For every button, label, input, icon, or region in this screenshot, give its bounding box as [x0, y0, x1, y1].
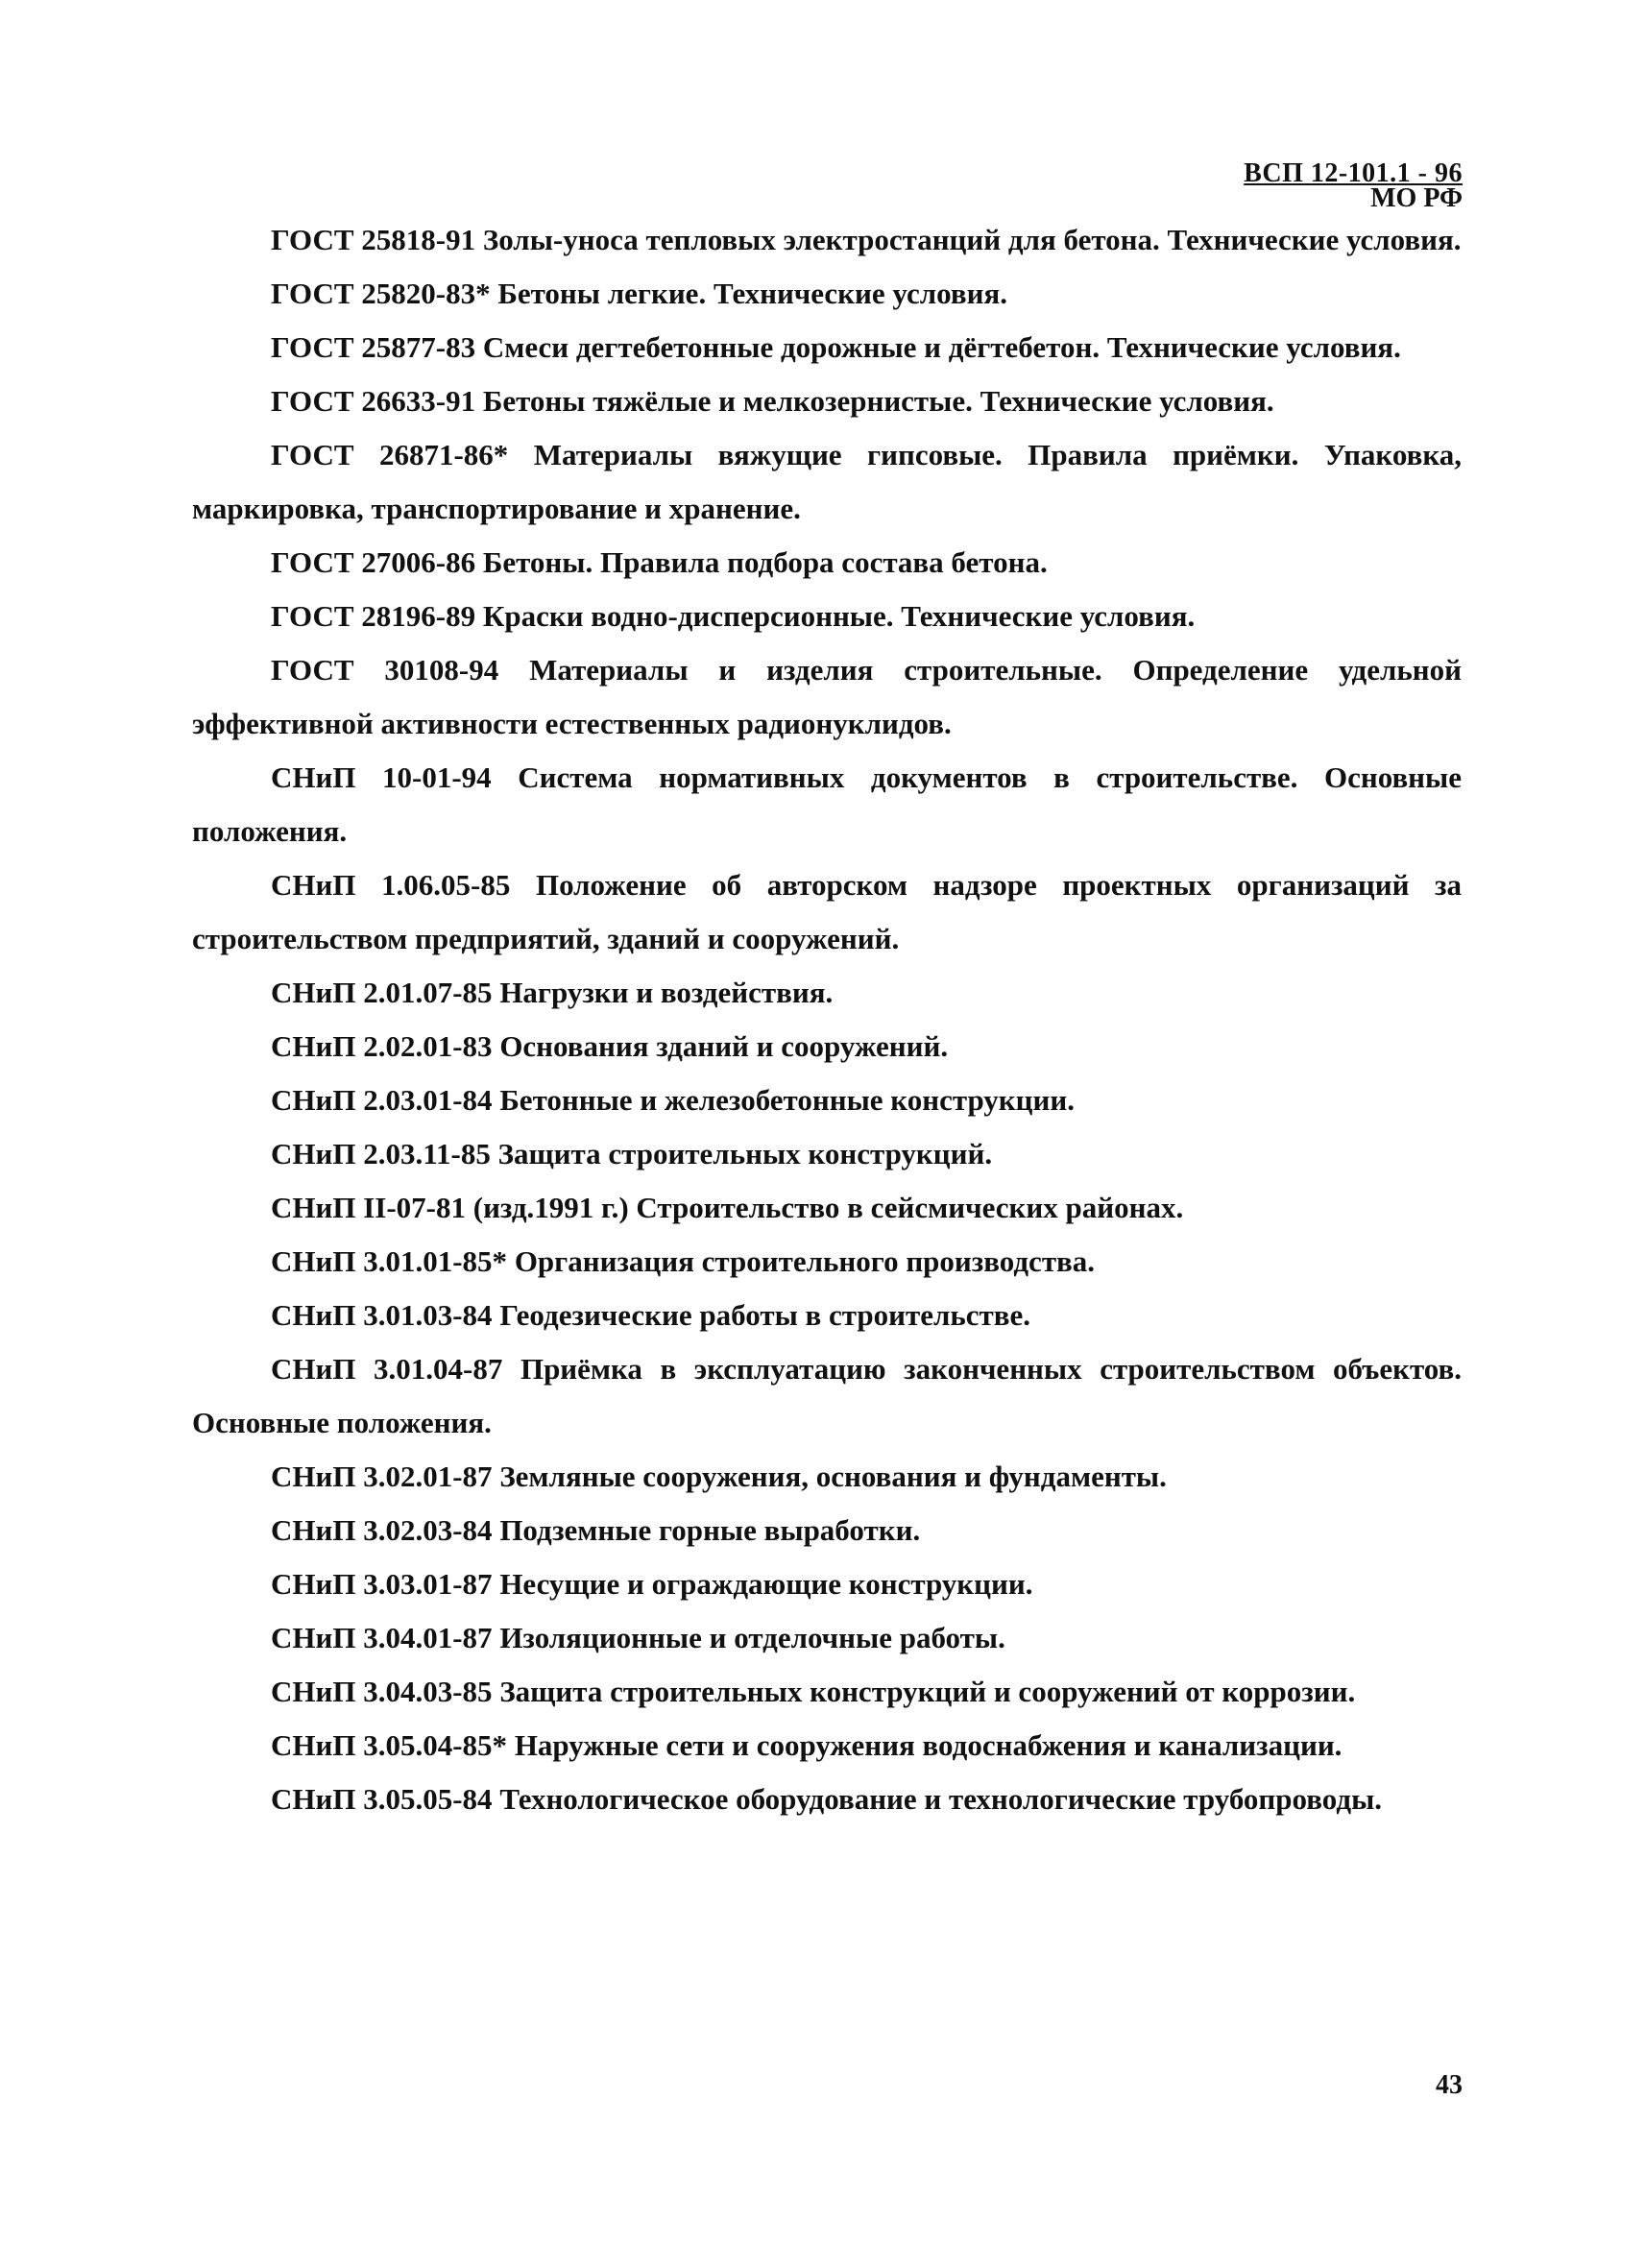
reference-title: Основания зданий и сооружений.	[499, 1029, 949, 1063]
reference-code: СНиП 2.03.01-84	[271, 1083, 493, 1117]
reference-entry	[192, 1450, 1462, 1504]
reference-title: Краски водно-дисперсионные. Технические условия.	[482, 599, 1196, 633]
reference-title: Земляные сооружения, основания и фундаменты.	[499, 1460, 1167, 1493]
reference-entry	[192, 1611, 1462, 1665]
reference-code: ГОСТ 26633-91	[271, 384, 476, 418]
reference-title: Изоляционные и отделочные работы.	[499, 1621, 1005, 1654]
reference-entry	[192, 1289, 1462, 1342]
reference-title: Материалы и изделия строительные. Определение удельной эффективной активности естественных радионуклидов.	[192, 653, 1462, 740]
reference-title: Золы-уноса тепловых электростанций для бетона. Технические условия.	[482, 223, 1462, 256]
reference-code: СНиП 3.05.05-84	[271, 1782, 493, 1816]
reference-entry	[192, 1235, 1462, 1289]
reference-entry	[192, 590, 1462, 643]
reference-title: Бетонные и железобетонные конструкции.	[499, 1083, 1075, 1117]
reference-entry	[192, 536, 1462, 590]
reference-entry	[192, 643, 1462, 751]
reference-code: ГОСТ 25877-83	[271, 330, 476, 364]
reference-entry	[192, 1074, 1462, 1127]
reference-title: Защита строительных конструкций.	[497, 1137, 993, 1170]
reference-title: (изд.1991 г.) Строительство в сейсмических районах.	[472, 1191, 1184, 1224]
reference-code: ГОСТ 26871-86*	[271, 438, 509, 471]
reference-title: Бетоны тяжёлые и мелкозернистые. Технические условия.	[482, 384, 1274, 418]
reference-title: Геодезические работы в строительстве.	[499, 1298, 1030, 1332]
reference-code: СНиП II-07-81	[271, 1191, 466, 1224]
reference-title: Подземные горные выработки.	[499, 1513, 921, 1547]
reference-entry	[192, 858, 1462, 966]
reference-title: Смеси дегтебетонные дорожные и дёгтебетон. Технические условия.	[482, 330, 1401, 364]
reference-title: Система нормативных документов в строительстве. Основные положения.	[192, 760, 1463, 848]
reference-code: СНиП 2.01.07-85	[271, 976, 493, 1009]
reference-code: СНиП 3.03.01-87	[271, 1567, 493, 1601]
reference-code: СНиП 10-01-94	[271, 760, 492, 794]
reference-code: СНиП 3.05.04-85*	[271, 1728, 508, 1762]
reference-code: ГОСТ 27006-86	[271, 545, 476, 579]
reference-entry	[192, 374, 1462, 428]
reference-code: СНиП 3.01.03-84	[271, 1298, 493, 1332]
document-code: ВСП 12-101.1 - 96	[1244, 158, 1463, 188]
reference-entry	[192, 1773, 1462, 1826]
reference-entry	[192, 966, 1462, 1020]
reference-title: Приёмка в эксплуатацию законченных строительством объектов. Основные положения.	[192, 1352, 1462, 1439]
reference-code: СНиП 2.02.01-83	[271, 1029, 493, 1063]
reference-title: Наружные сети и сооружения водоснабжения и канализации.	[514, 1728, 1343, 1762]
reference-title: Защита строительных конструкций и сооружений от коррозии.	[499, 1675, 1356, 1708]
reference-entry	[192, 1127, 1462, 1181]
reference-title: Бетоны легкие. Технические условия.	[497, 277, 1007, 310]
reference-title: Нагрузки и воздействия.	[499, 976, 834, 1009]
document-header	[1244, 158, 1463, 213]
references-list	[192, 213, 1462, 1826]
reference-entry	[192, 1557, 1462, 1611]
reference-entry	[192, 751, 1462, 858]
reference-title: Технологическое оборудование и технологические трубопроводы.	[499, 1782, 1383, 1816]
reference-entry	[192, 213, 1462, 267]
reference-code: СНиП 3.02.01-87	[271, 1460, 493, 1493]
reference-title: Положение об авторском надзоре проектных организаций за строительством предприятий, зданий и сооружений.	[192, 868, 1463, 955]
reference-entry	[192, 428, 1462, 536]
reference-title: Организация строительного производства.	[514, 1244, 1096, 1278]
reference-code: СНиП 1.06.05-85	[271, 868, 511, 902]
reference-entry	[192, 1719, 1462, 1773]
reference-title: Бетоны. Правила подбора состава бетона.	[482, 545, 1048, 579]
reference-entry	[192, 267, 1462, 321]
reference-title: Несущие и ограждающие конструкции.	[499, 1567, 1033, 1601]
page-number: 43	[1436, 2070, 1463, 2100]
reference-code: ГОСТ 30108-94	[271, 653, 499, 687]
reference-entry	[192, 1020, 1462, 1074]
reference-code: СНиП 2.03.11-85	[271, 1137, 491, 1170]
reference-entry	[192, 1342, 1462, 1450]
reference-entry	[192, 1665, 1462, 1719]
reference-code: ГОСТ 25818-91	[271, 223, 476, 256]
reference-code: СНиП 3.02.03-84	[271, 1513, 493, 1547]
reference-code: ГОСТ 28196-89	[271, 599, 476, 633]
reference-title: Материалы вяжущие гипсовые. Правила приёмки. Упаковка, маркировка, транспортирование и хранение.	[192, 438, 1462, 525]
reference-code: СНиП 3.01.04-87	[271, 1352, 503, 1386]
reference-code: ГОСТ 25820-83*	[271, 277, 491, 310]
reference-code: СНиП 3.04.03-85	[271, 1675, 493, 1708]
reference-code: СНиП 3.01.01-85*	[271, 1244, 508, 1278]
document-org: МО РФ	[1370, 183, 1463, 213]
reference-entry	[192, 1504, 1462, 1557]
reference-entry	[192, 321, 1462, 374]
reference-code: СНиП 3.04.01-87	[271, 1621, 493, 1654]
reference-entry	[192, 1181, 1462, 1235]
